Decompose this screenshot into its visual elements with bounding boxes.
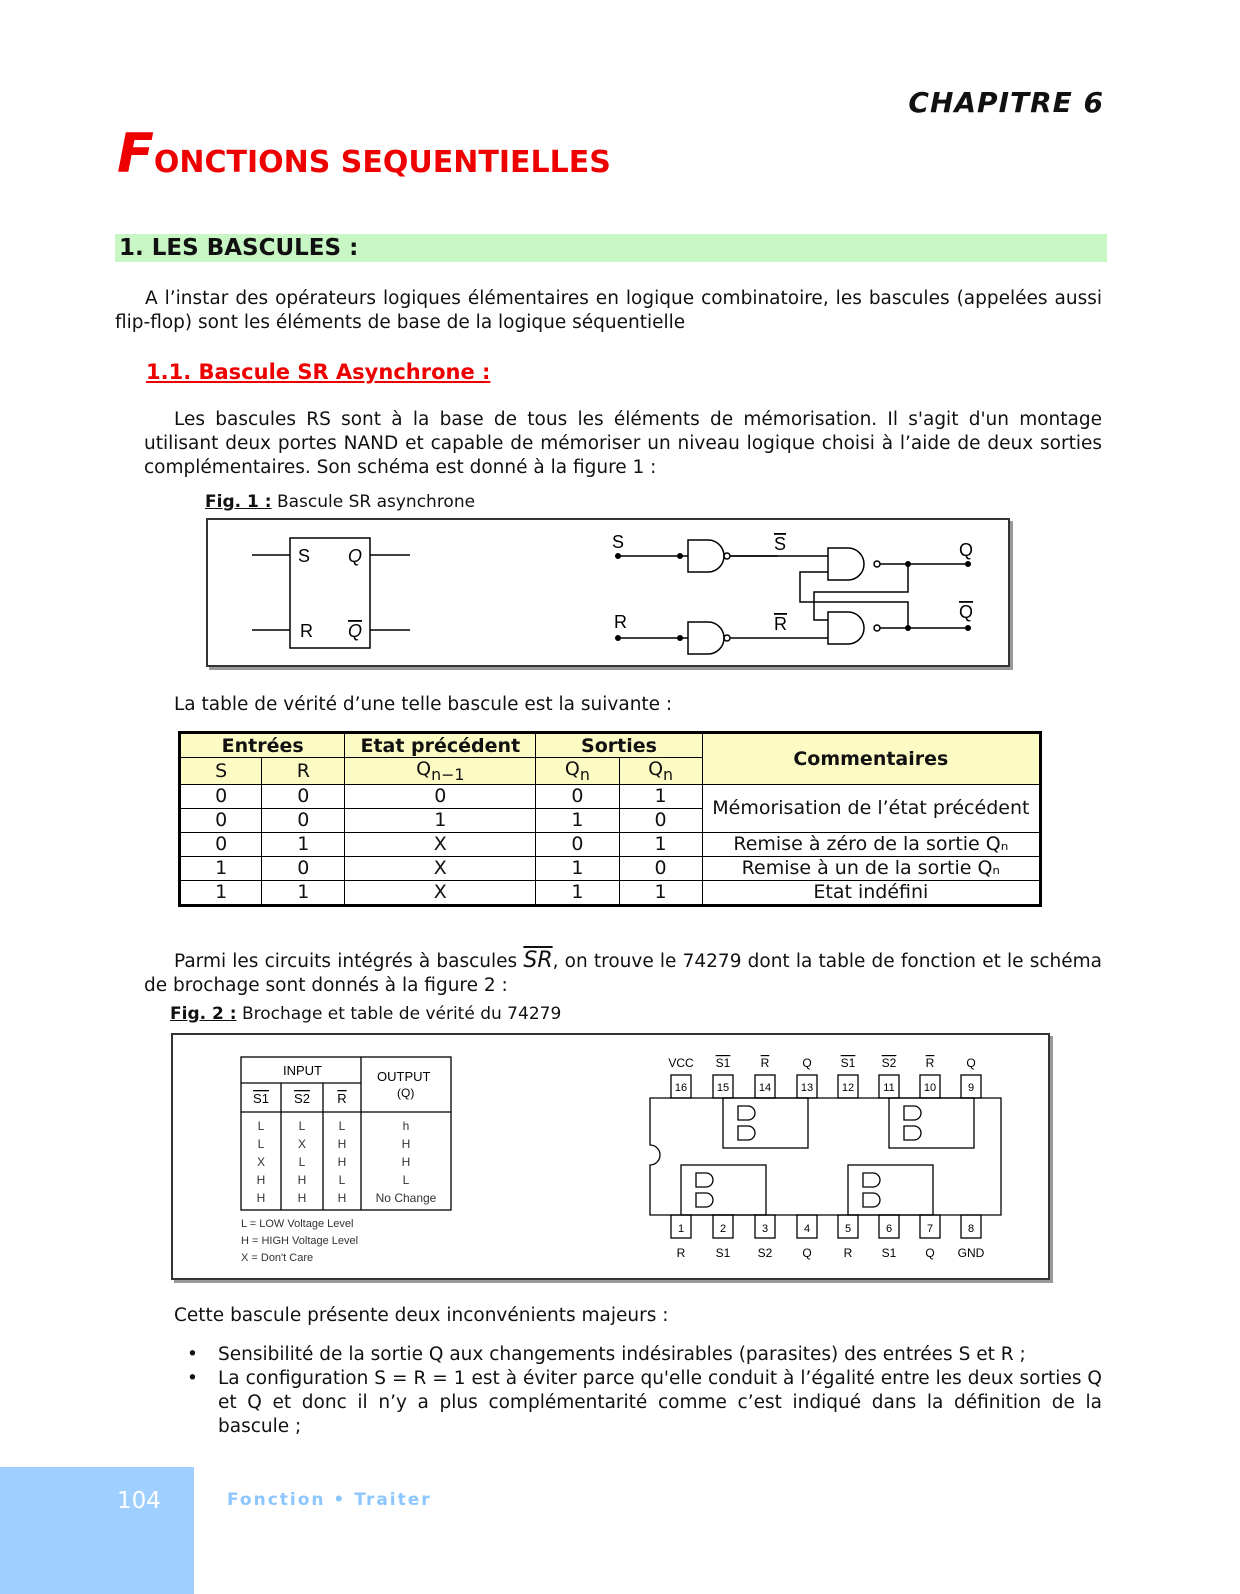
bottom-pin-label: S1 (715, 1246, 731, 1260)
pin-table-cell: H (297, 1173, 307, 1187)
block-r-label: R (300, 621, 313, 641)
pin-table-cell: H (256, 1173, 266, 1187)
pin-table-cell: L (298, 1119, 306, 1133)
cell: 0 (180, 784, 262, 808)
cell: 1 (345, 808, 536, 832)
pin-table-cell: L (338, 1173, 346, 1187)
legend-item: X = Don't Care (241, 1252, 314, 1264)
bottom-pin-label: Q (802, 1246, 812, 1260)
pin-table-cell: H (337, 1155, 347, 1169)
qn1-sub: n−1 (431, 764, 465, 784)
intro-paragraph: A l’instar des opérateurs logiques élémentaires en logique combinatoire, les bascules (appelées aussi flip-flop) sont les éléments de base de la logique séquentielle (115, 288, 1102, 333)
bottom-pin-label: GND (957, 1246, 985, 1260)
top-pin-number: 9 (967, 1082, 975, 1094)
circuit-rbar-label: R (774, 614, 787, 634)
top-pin-number: 11 (883, 1082, 895, 1094)
header-qnbar (619, 758, 702, 785)
cell: 0 (345, 784, 536, 808)
table-intro: La table de vérité d’une telle bascule est la suivante : (174, 694, 673, 715)
pin-table-cell: L (257, 1137, 265, 1151)
ic-paragraph (144, 949, 1102, 998)
bottom-pin-number: 6 (885, 1223, 893, 1235)
table-row (180, 880, 1041, 905)
cell: 1 (180, 856, 262, 880)
top-pin-number: 16 (674, 1082, 688, 1094)
cell: 0 (262, 784, 345, 808)
header-commentaires: Commentaires (702, 733, 1040, 785)
input-col-header: S1 (253, 1091, 269, 1106)
bottom-pin-number: 8 (967, 1223, 975, 1235)
qn-text: Q (564, 758, 580, 780)
bottom-pin-number: 7 (926, 1223, 934, 1235)
top-pin-number: 15 (716, 1082, 730, 1094)
chip-body (650, 1098, 1001, 1215)
block-q-label: Q (348, 546, 363, 566)
fig2-label: Fig. 2 : (170, 1004, 237, 1024)
cell: 1 (619, 784, 702, 808)
comment-cell: Etat indéfini (702, 880, 1040, 905)
circuit-q-label: Q (959, 540, 974, 560)
qn-sub: n (579, 764, 590, 784)
header-s: S (180, 758, 262, 785)
top-pin-label: S1 (715, 1056, 731, 1070)
footer-band (0, 1467, 194, 1594)
ic-text-a: Parmi les circuits intégrés à bascules (174, 951, 524, 972)
footer-text: Fonction • Traiter (227, 1490, 432, 1510)
comment-cell: Remise à un de la sortie Qₙ (702, 856, 1040, 880)
pin-table-cell: No Change (375, 1191, 437, 1205)
chapter-label: CHAPITRE 6 (908, 86, 1104, 119)
cell: 1 (619, 832, 702, 856)
fig2-caption (170, 1004, 561, 1024)
pin-table-cell: H (401, 1137, 411, 1151)
qn1-text: Q (416, 758, 432, 780)
nand-gate (738, 1106, 755, 1140)
header-qn (536, 758, 619, 785)
top-pin-label: S1 (840, 1056, 856, 1070)
sr-symbol: $\overline{SR}$ (523, 948, 553, 973)
pin-table-cell: H (337, 1191, 347, 1205)
bottom-pin-number: 3 (761, 1223, 769, 1235)
header-r: R (262, 758, 345, 785)
header-sorties: Sorties (536, 733, 702, 758)
top-pin-number: 13 (800, 1082, 814, 1094)
section-heading: 1. LES BASCULES : (115, 234, 1107, 262)
nand-gate (696, 1173, 713, 1207)
pin-table-cell: L (338, 1119, 346, 1133)
circuit-sbar-label: S (774, 534, 787, 554)
nand-gate (863, 1173, 880, 1207)
drawbacks-intro: Cette bascule présente deux inconvénients majeurs : (174, 1305, 669, 1326)
top-pin-label: R (925, 1056, 935, 1070)
bottom-pin-label: S2 (757, 1246, 773, 1260)
cell: 0 (619, 808, 702, 832)
top-pin-number: 10 (923, 1082, 937, 1094)
block-s-label: S (298, 546, 311, 566)
header-etat: Etat précédent (345, 733, 536, 758)
pin-table-cell: L (257, 1119, 265, 1133)
bottom-pin-number: 1 (677, 1223, 685, 1235)
cell: 1 (536, 856, 619, 880)
qnbar-sub: n (663, 764, 674, 784)
title-rest: ONCTIONS SEQUENTIELLES (153, 145, 611, 180)
bottom-pin-number: 2 (719, 1223, 727, 1235)
circuit-s-label: S (612, 532, 625, 552)
cell: X (345, 880, 536, 905)
list-item: • La configuration S = R = 1 est à éviter parce qu'elle conduit à l’égalité entre les deux sorties Q et Q et donc il n’y a plus complémentarité comme c’est indiqué dans la définition de la bascule ; (175, 1367, 1102, 1439)
fig1-caption-text: Bascule SR asynchrone (276, 492, 476, 512)
pin-table-cell: H (401, 1155, 411, 1169)
pin-table-cell: X (256, 1155, 266, 1169)
top-pin-label: VCC (668, 1056, 694, 1070)
qnbar-text: $\overline{Q}$ (648, 758, 664, 780)
sr-paragraph: Les bascules RS sont à la base de tous les éléments de mémorisation. Il s'agit d'un montage utilisant deux portes NAND et capable de mémoriser un niveau logique choisi à l’aide de deux sorties complémentaires. Son schéma est donné à la figure 1 : (144, 409, 1102, 478)
fig1-caption (205, 492, 475, 512)
cell: 1 (619, 880, 702, 905)
top-pin-label: R (760, 1056, 770, 1070)
cell: 1 (262, 880, 345, 905)
list-item: • Sensibilité de la sortie Q aux changements indésirables (parasites) des entrées S et R ; (175, 1343, 1102, 1367)
latch-outline (889, 1098, 974, 1148)
cell: 1 (536, 808, 619, 832)
title-initial: F (117, 122, 154, 185)
drawbacks-list (175, 1343, 1102, 1439)
cell: 0 (262, 808, 345, 832)
top-pin-number: 12 (841, 1082, 855, 1094)
top-pin-label: S2 (881, 1056, 897, 1070)
header-entrees: Entrées (180, 733, 345, 758)
legend-item: H = HIGH Voltage Level (241, 1235, 359, 1247)
fig1-label: Fig. 1 : (205, 492, 272, 512)
subsection-heading: 1.1. Bascule SR Asynchrone : (146, 360, 491, 384)
pin-table-cell: H (337, 1137, 347, 1151)
cell: 0 (536, 784, 619, 808)
cell: 1 (536, 880, 619, 905)
pin-table-cell: L (298, 1155, 306, 1169)
top-pin-number: 14 (758, 1082, 772, 1094)
bottom-pin-label: R (676, 1246, 686, 1260)
pin-table-cell: X (297, 1137, 307, 1151)
top-pin-label: Q (966, 1056, 976, 1070)
cell: 0 (619, 856, 702, 880)
bottom-pin-label: Q (925, 1246, 935, 1260)
pin-table-cell: H (297, 1191, 307, 1205)
cell: 0 (536, 832, 619, 856)
output-header: OUTPUT (377, 1069, 431, 1084)
output-sub: (Q) (397, 1086, 415, 1100)
fig2-caption-text: Brochage et table de vérité du 74279 (241, 1004, 562, 1024)
pin-table-cell: H (256, 1191, 266, 1205)
header-qn1 (345, 758, 536, 785)
table-row (180, 856, 1041, 880)
latch-outline (681, 1165, 766, 1215)
pin-table-cell: h (402, 1119, 410, 1133)
figure-2 (171, 1033, 1050, 1280)
latch-outline (723, 1098, 808, 1148)
input-col-header: R (337, 1091, 347, 1106)
nand-gate (904, 1106, 921, 1140)
cell: 1 (262, 832, 345, 856)
cell: 0 (180, 832, 262, 856)
table-row (180, 832, 1041, 856)
cell: X (345, 832, 536, 856)
cell: 0 (262, 856, 345, 880)
cell: 1 (180, 880, 262, 905)
circuit-r-label: R (614, 612, 627, 632)
figure-1 (206, 518, 1010, 667)
legend-item: L = LOW Voltage Level (241, 1218, 354, 1230)
sr-latch-diagram (208, 520, 1008, 665)
page-number: 104 (117, 1488, 161, 1514)
ic-74279-diagram (173, 1035, 1048, 1278)
bottom-pin-label: S1 (881, 1246, 897, 1260)
bottom-pin-label: R (843, 1246, 853, 1260)
circuit-qbar-label: Q (959, 602, 974, 622)
top-pin-label: Q (802, 1056, 812, 1070)
input-col-header: S2 (294, 1091, 310, 1106)
comment-cell: Remise à zéro de la sortie Qₙ (702, 832, 1040, 856)
comment-cell: Mémorisation de l’état précédent (702, 784, 1040, 832)
bottom-pin-number: 5 (844, 1223, 852, 1235)
block-qbar-label: Q (348, 621, 363, 641)
latch-outline (848, 1165, 933, 1215)
input-header: INPUT (283, 1063, 322, 1078)
table-row (180, 784, 1041, 808)
cell: 0 (180, 808, 262, 832)
cell: X (345, 856, 536, 880)
page-title (117, 122, 611, 185)
truth-table (178, 731, 1042, 907)
bottom-pin-number: 4 (803, 1223, 811, 1235)
pin-table-cell: L (402, 1173, 410, 1187)
ic-text-b: , on trouve le 74279 dont la table de fonction et le schéma de brochage sont donnés à la figure 2 : (144, 951, 1102, 996)
